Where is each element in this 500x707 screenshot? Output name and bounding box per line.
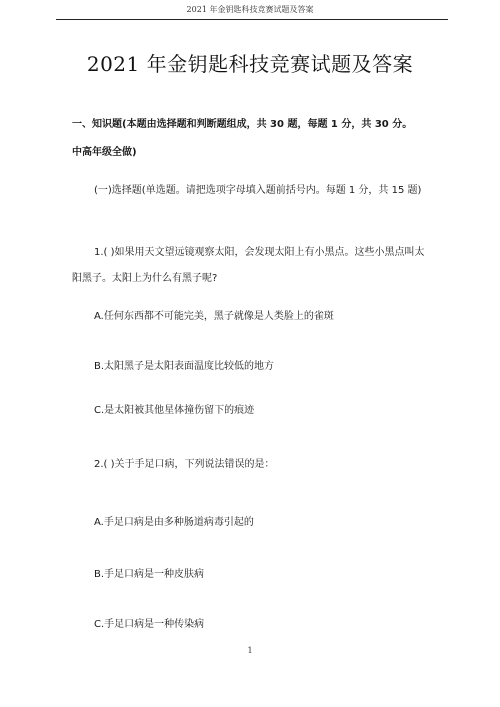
question-1-option-b: B.太阳黑子是太阳表面温度比较低的地方 (94, 361, 275, 372)
question-1-option-a: A.任何东西都不可能完美，黑子就像是人类脸上的雀斑 (94, 311, 334, 322)
document-title: 2021 年金钥匙科技竞赛试题及答案 (86, 52, 414, 76)
page-number: 1 (247, 646, 253, 655)
question-2-option-c: C.手足口病是一种传染病 (94, 619, 205, 630)
question-2-option-a: A.手足口病是由多种肠道病毒引起的 (94, 517, 254, 528)
running-header: 2021 年金钥匙科技竞赛试题及答案 (186, 5, 314, 14)
question-2-stem: 2.( )关于手足口病，下列说法错误的是： (94, 459, 275, 470)
question-1-option-c: C.是太阳被其他星体撞伤留下的痕迹 (94, 405, 255, 416)
section-heading-line2: 中高年级全做) (72, 147, 137, 158)
header-divider (56, 19, 448, 20)
question-1-stem-line1: 1.( )如果用天文望远镜观察太阳，会发现太阳上有小黑点。这些小黑点叫太 (94, 247, 425, 258)
subsection-heading: (一)选择题(单选题。请把选项字母填入题前括号内。每题 1 分，共 15 题) (94, 185, 422, 196)
section-heading-line1: 一、知识题(本题由选择题和判断题组成，共 30 题，每题 1 分，共 30 分。 (72, 119, 413, 130)
question-2-option-b: B.手足口病是一种皮肤病 (94, 569, 205, 580)
question-1-stem-line2: 阳黑子。太阳上为什么有黑子呢? (72, 273, 218, 284)
